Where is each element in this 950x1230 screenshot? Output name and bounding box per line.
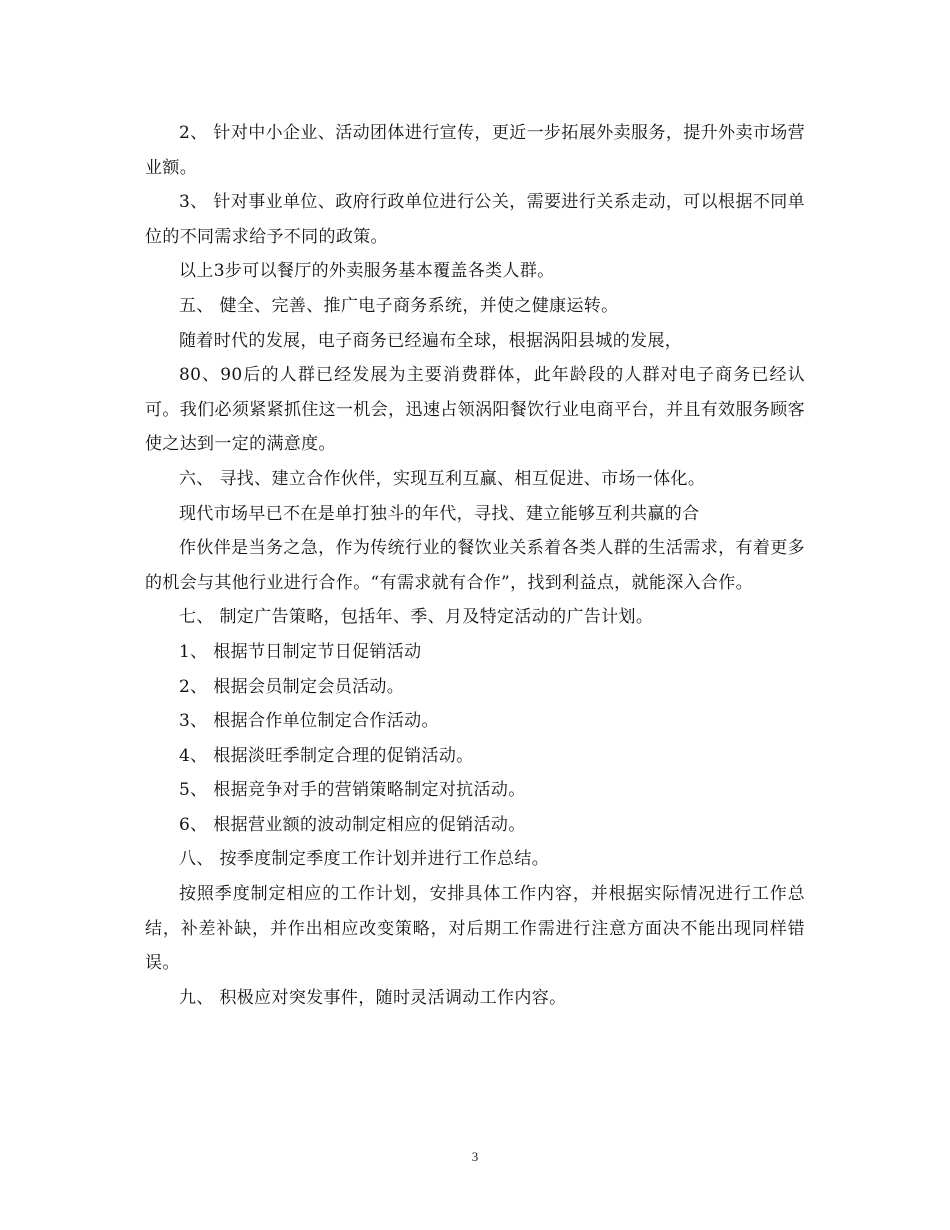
list-item: 4、 根据淡旺季制定合理的促销活动。 [179, 745, 474, 766]
paragraph: 以上3步可以餐厅的外卖服务基本覆盖各类人群。 [179, 261, 555, 282]
document-body [145, 116, 805, 1015]
section-heading: 八、 按季度制定季度工作计划并进行工作总结。 [179, 849, 550, 870]
section-heading: 九、 积极应对突发事件，随时灵活调动工作内容。 [179, 987, 567, 1008]
paragraph: 按照季度制定相应的工作计划，安排具体工作内容，并根据实际情况进行工作总结，补差补缺，并作出相应改变策略，对后期工作需进行注意方面决不能出现同样错误。 [145, 884, 805, 974]
list-item: 5、 根据竞争对手的营销策略制定对抗活动。 [179, 780, 526, 801]
paragraph: 2、 针对中小企业、活动团体进行宣传，更近一步拓展外卖服务，提升外卖市场营业额。 [145, 123, 805, 178]
paragraph: 随着时代的发展，电子商务已经遍布全球，根据涡阳县城的发展， [179, 330, 683, 351]
section-heading: 五、 健全、完善、推广电子商务系统，并使之健康运转。 [179, 295, 619, 316]
section-heading: 六、 寻找、建立合作伙伴，实现互利互赢、相互促进、市场一体化。 [179, 468, 706, 489]
paragraph: 80、90后的人群已经发展为主要消费群体，此年龄段的人群对电子商务已经认可。我们必须紧紧抓住这一机会，迅速占领涡阳餐饮行业电商平台，并且有效服务顾客使之达到一定的满意度。 [145, 365, 805, 455]
paragraph: 3、 针对事业单位、政府行政单位进行公关，需要进行关系走动，可以根据不同单位的不同需求给予不同的政策。 [145, 192, 805, 247]
list-item: 6、 根据营业额的波动制定相应的促销活动。 [179, 814, 526, 835]
paragraph: 作伙伴是当务之急，作为传统行业的餐饮业关系着各类人群的生活需求，有着更多的机会与其他行业进行合作。“有需求就有合作”，找到利益点，就能深入合作。 [145, 538, 805, 593]
list-item: 1、 根据节日制定节日促销活动 [179, 641, 422, 662]
section-heading: 七、 制定广告策略，包括年、季、月及特定活动的广告计划。 [179, 607, 654, 628]
page-number: 3 [471, 1149, 479, 1164]
list-item: 3、 根据合作单位制定合作活动。 [179, 711, 439, 732]
list-item: 2、 根据会员制定会员活动。 [179, 676, 405, 697]
paragraph: 现代市场早已不在是单打独斗的年代，寻找、建立能够互利共赢的合 [179, 503, 700, 524]
